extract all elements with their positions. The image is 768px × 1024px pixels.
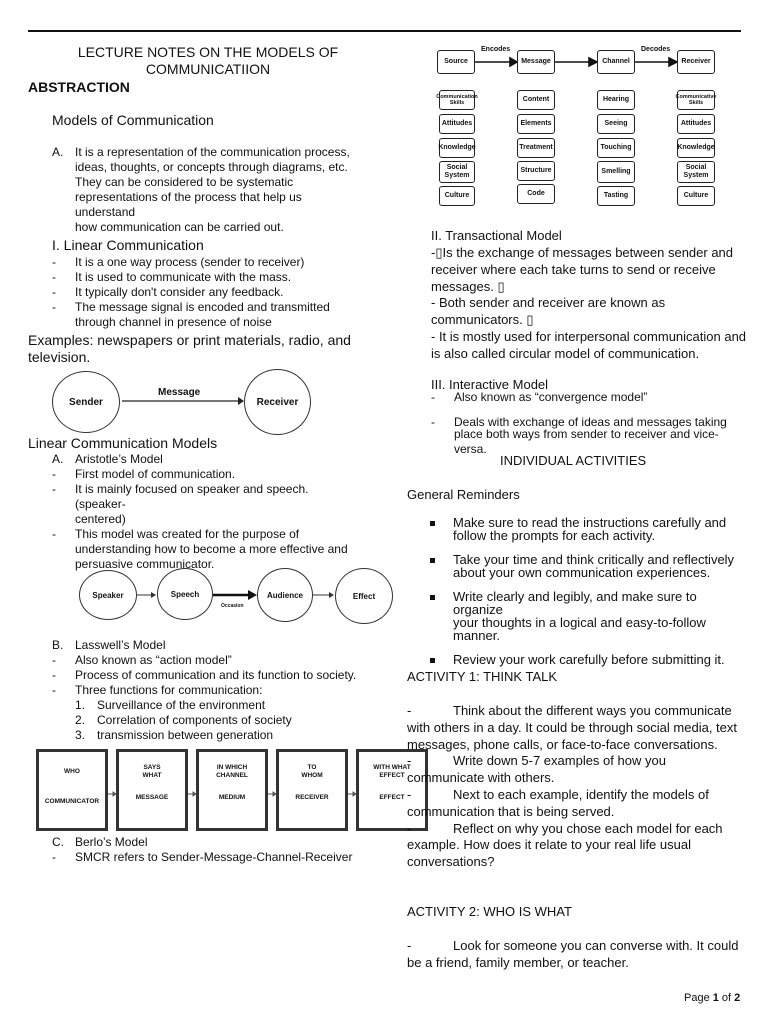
who-box: WHO COMMUNICATOR <box>36 749 108 831</box>
effect-clip <box>335 566 385 626</box>
definition-label: A. <box>52 145 64 159</box>
message-item: Treatment <box>517 138 555 158</box>
message-item: Content <box>517 90 555 110</box>
source-item: Knowledge <box>439 138 475 158</box>
source-item: Attitudes <box>439 114 475 134</box>
source-item: Social System <box>439 161 475 183</box>
message-head: Message <box>517 50 555 74</box>
receiver-item: Culture <box>677 186 715 206</box>
reminders-heading: General Reminders <box>407 487 520 502</box>
interactive-heading: III. Interactive Model <box>431 377 549 392</box>
aristotle-block: A. Aristotle’s Model - First model of communication. - It is mainly focused on speaker and speech. (speaker- centered) - This model was created for the purpose of understanding how to become a more effective and persuasive communicator. <box>52 452 362 572</box>
channel-item: Tasting <box>597 186 635 206</box>
activity2-text: - Look for someone you can converse with. It could be a friend, family member, or teacher. <box>407 938 739 970</box>
list-item: Make sure to read the instructions carefully and follow the prompts for each activity. <box>430 516 740 542</box>
source-item: Communication Skills <box>439 90 475 110</box>
source-head: Source <box>437 50 475 74</box>
channel-head: Channel <box>597 50 635 74</box>
berlo-block: C. Berlo’s Model - SMCR refers to Sender-Message-Channel-Receiver <box>52 835 372 865</box>
list-item: Review your work carefully before submitting it. <box>430 653 740 666</box>
arrow-icon <box>137 590 157 600</box>
transactional-heading: II. Transactional Model <box>431 228 562 243</box>
lcm-heading: Linear Communication Models <box>28 435 218 451</box>
sender-circle: Sender <box>52 371 120 433</box>
encodes-label: Encodes <box>481 46 511 53</box>
activities-heading: INDIVIDUAL ACTIVITIES <box>500 453 647 468</box>
receiver-head: Receiver <box>677 50 715 74</box>
message-item: Structure <box>517 161 555 181</box>
berlo-title: Berlo’s Model <box>75 835 148 849</box>
arrow-icon <box>213 589 257 601</box>
message-item: Code <box>517 184 555 204</box>
channel-item: Hearing <box>597 90 635 110</box>
source-item: Culture <box>439 186 475 206</box>
occasion-label: Occasion <box>221 603 244 609</box>
to-whom-box: TO WHOM RECEIVER <box>276 749 348 831</box>
activity2-heading: ACTIVITY 2: WHO IS WHAT <box>407 904 572 919</box>
smcr-diagram <box>437 44 719 212</box>
lasswell-block: B. Lasswell’s Model - Also known as “action model” - Process of communication and its function to society. - Three functions for communication: 1. Surveillance of the environment 2. Correlation of components of society 3. transmission between generation <box>52 638 362 743</box>
message-item: Elements <box>517 114 555 134</box>
lasswell-diagram <box>36 749 411 833</box>
receiver-item: Attitudes <box>677 114 715 134</box>
models-heading: Models of Communication <box>52 112 214 128</box>
section-heading: ABSTRACTION <box>28 79 130 95</box>
examples-text: Examples: newspapers or print materials, radio, and television. <box>28 332 351 365</box>
receiver-item: Knowledge <box>677 138 715 158</box>
page-number: Page 1 of 2 <box>684 992 741 1004</box>
interactive-list: - Also known as “convergence model” - Deals with exchange of ideas and messages taking place both ways from sender to receiver and vice-versa. <box>431 390 727 456</box>
transactional-text: -▯Is the exchange of messages between sender and receiver where each take turns to send or receive messages. ▯ - Both sender and receiver are known as communicators. ▯ - It is mostly used for interpersonal communication and is also called circular model of communication. <box>431 245 747 361</box>
message-label: Message <box>158 387 201 398</box>
channel-item: Touching <box>597 138 635 158</box>
receiver-circle: Receiver <box>244 369 311 435</box>
receiver-item: Communicative Skills <box>677 90 715 110</box>
message-arrow-icon <box>122 396 244 406</box>
channel-item: Smelling <box>597 161 635 183</box>
top-rule <box>28 30 741 32</box>
speech-circle: Speech <box>157 568 213 620</box>
audience-circle: Audience <box>257 568 313 622</box>
definition-block: A. It is a representation of the communication process, ideas, thoughts, or concepts through diagrams, etc. They can be considered to be systematic representations of the process that help us understand how communication can be carried out. <box>52 145 350 234</box>
effect-circle: Effect <box>335 568 393 624</box>
aristotle-title: Aristotle’s Model <box>75 452 163 466</box>
lasswell-title: Lasswell’s Model <box>75 638 166 652</box>
which-channel-box: IN WHICH CHANNEL MEDIUM <box>196 749 268 831</box>
says-what-box: SAYS WHAT MESSAGE <box>116 749 188 831</box>
list-item: Take your time and think critically and reflectively about your own communication experiences. <box>430 553 740 579</box>
lasswell-arrows-icon <box>36 749 385 833</box>
decodes-label: Decodes <box>641 46 671 53</box>
activity1-heading: ACTIVITY 1: THINK TALK <box>407 669 558 684</box>
speaker-circle: Speaker <box>79 570 137 620</box>
channel-item: Seeing <box>597 114 635 134</box>
arrow-icon <box>313 590 335 600</box>
linear-heading: I. Linear Communication <box>52 237 204 253</box>
reminders-list <box>430 516 740 666</box>
linear-list: - It is a one way process (sender to receiver) - It is used to communicate with the mass. - It typically don't consider any feedback. - The message signal is encoded and transmitted through channel in presence of noise <box>52 255 330 329</box>
list-item: Write clearly and legibly, and make sure to organize your thoughts in a logical and easy-to-follow manner. <box>430 590 740 642</box>
effect-box: WITH WHAT EFFECT EFFECT <box>356 749 428 831</box>
activity1-text: - Think about the different ways you communicate with others in a day. It could be through social media, text messages, phone calls, or face-to-face conversations. - Write down 5-7 examples of how you communicate with others. - Next to each example, identify the models of communication that is being served. - Reflect on why you chose each model for each example. How does it relate to your real life usual conversations? <box>407 703 737 870</box>
document-title: LECTURE NOTES ON THE MODELS OF COMMUNICATIION <box>77 44 339 77</box>
receiver-item: Social System <box>677 161 715 183</box>
